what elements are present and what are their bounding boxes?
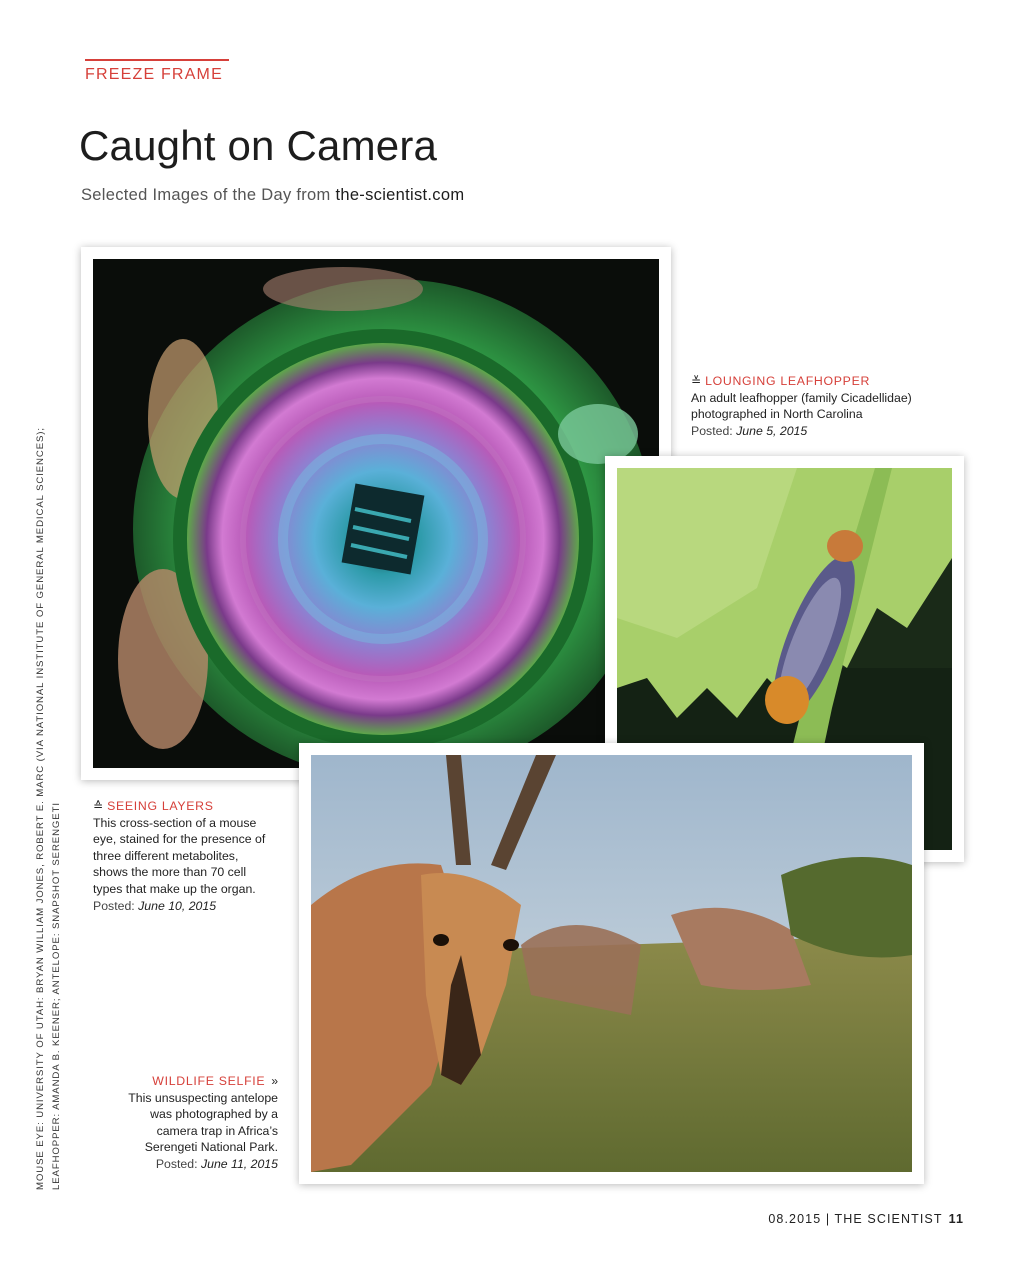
caption-date bbox=[108, 1156, 278, 1173]
caption-heading: LOUNGING LEAFHOPPER bbox=[705, 374, 871, 388]
page-footer bbox=[768, 1212, 964, 1226]
credit-line-2: LEAFHOPPER: AMANDA B. KEENER; ANTELOPE: SNAPSHOT SERENGETI bbox=[51, 802, 62, 1190]
caption-leafhopper bbox=[691, 373, 941, 439]
section-label: FREEZE FRAME bbox=[85, 66, 223, 83]
posted-date: June 10, 2015 bbox=[138, 898, 217, 913]
antelope-photo-frame bbox=[299, 743, 924, 1184]
site-link[interactable]: the-scientist.com bbox=[335, 186, 465, 204]
caption-heading: WILDLIFE SELFIE bbox=[152, 1074, 266, 1088]
chevron-up-icon: ≙ bbox=[93, 799, 104, 813]
posted-date: June 5, 2015 bbox=[736, 423, 808, 438]
caption-body: This cross-section of a mouse eye, stained for the presence of three different metabolites, shows the more than 70 cell types that make up the organ. bbox=[93, 815, 266, 896]
caption-body: This unsuspecting antelope was photographed by a camera trap in Africa’s Serengeti National Park. bbox=[128, 1090, 278, 1155]
posted-label: Posted: bbox=[691, 423, 737, 438]
credit-line-1: MOUSE EYE: UNIVERSITY OF UTAH: BRYAN WILLIAM JONES, ROBERT E. MARC (VIA NATIONAL INSTITUTE OF GENERAL MEDICAL SCIENCES); bbox=[35, 427, 46, 1190]
caption-seeing-layers bbox=[93, 798, 273, 914]
posted-label: Posted: bbox=[155, 1156, 201, 1171]
page-number: 11 bbox=[948, 1212, 964, 1226]
subtitle-text: Selected Images of the Day from bbox=[81, 186, 336, 204]
mouse-eye-photo-frame bbox=[81, 247, 671, 780]
subtitle bbox=[81, 186, 464, 205]
caption-body: An adult leafhopper (family Cicadellidae) photographed in North Carolina bbox=[691, 390, 912, 422]
chevron-right-icon: » bbox=[271, 1074, 278, 1088]
section-rule bbox=[85, 59, 229, 61]
caption-date bbox=[691, 423, 941, 440]
caption-wildlife-selfie bbox=[108, 1073, 278, 1173]
posted-date: June 11, 2015 bbox=[200, 1156, 278, 1171]
mouse-eye-image bbox=[93, 259, 659, 768]
photo-credits bbox=[33, 427, 65, 1190]
antelope-image bbox=[311, 755, 912, 1172]
footer-issue: 08.2015 | THE SCIENTIST bbox=[768, 1212, 943, 1226]
page-title: Caught on Camera bbox=[79, 122, 438, 169]
posted-label: Posted: bbox=[93, 898, 139, 913]
caption-date bbox=[93, 898, 273, 915]
chevron-down-icon: ≚ bbox=[691, 374, 702, 388]
caption-heading: SEEING LAYERS bbox=[107, 799, 214, 813]
